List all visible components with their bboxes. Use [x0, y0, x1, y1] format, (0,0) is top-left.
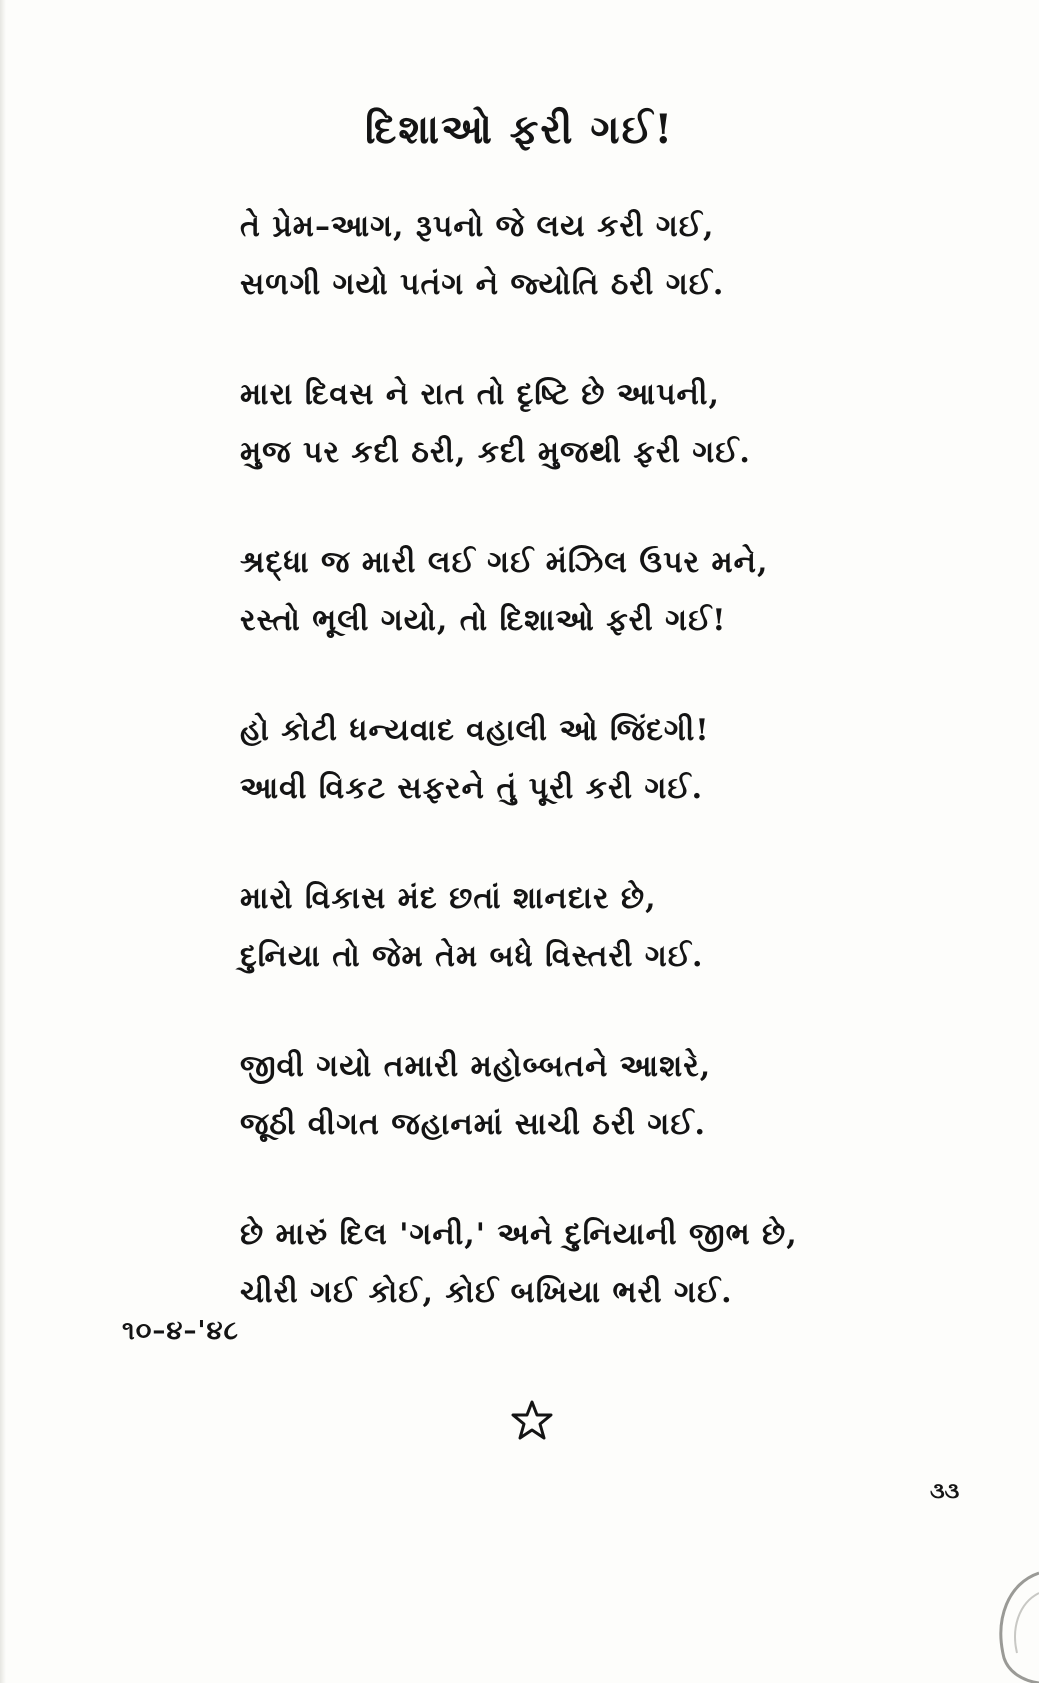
- poem-line: ચીરી ગઈ કોઈ, કોઈ બખિયા ભરી ગઈ.: [240, 1275, 733, 1310]
- poem-line: મુજ પર કદી ઠરી, કદી મુજથી ફરી ગઈ.: [240, 435, 751, 470]
- page-curl: [979, 1563, 1039, 1683]
- poem-line: રસ્તો ભૂલી ગયો, તો દિશાઓ ફરી ગઈ!: [240, 603, 727, 638]
- poem-title: દિશાઓ ફરી ગઈ!: [364, 106, 675, 153]
- poem-line: જીવી ગયો તમારી મહોબ્બતને આશરે,: [240, 1049, 712, 1084]
- page-number: ૩૩: [930, 1478, 960, 1504]
- poem-line: દુનિયા તો જેમ તેમ બધે વિસ્તરી ગઈ.: [240, 939, 704, 974]
- poem-line: મારા દિવસ ને રાત તો દૃષ્ટિ છે આપની,: [240, 377, 720, 412]
- star-outline-icon: [510, 1398, 554, 1442]
- stanza: [240, 702, 800, 818]
- stanza: [240, 870, 800, 986]
- poem-line: મારો વિકાસ મંદ છતાં શાનદાર છે,: [240, 881, 657, 916]
- stanza: [240, 534, 800, 650]
- poem-line: સળગી ગયો પતંગ ને જ્યોતિ ઠરી ગઈ.: [240, 267, 725, 302]
- poem-line: તે પ્રેમ–આગ, રૂપનો જે લય કરી ગઈ,: [240, 209, 715, 244]
- poem-body: [240, 198, 800, 1374]
- poem-line: શ્રદ્ધા જ મારી લઈ ગઈ મંઝિલ ઉપર મને,: [240, 545, 769, 580]
- poem-line: આવી વિકટ સફરને તું પૂરી કરી ગઈ.: [240, 771, 704, 806]
- poem-line: હો કોટી ધન્યવાદ વહાલી ઓ જિંદગી!: [240, 713, 710, 748]
- page-edge: [0, 0, 6, 1683]
- stanza: [240, 198, 800, 314]
- poem-date: ૧૦–૪–'૪૮: [122, 1316, 239, 1346]
- stanza: [240, 1206, 800, 1322]
- poem-line: છે મારું દિલ 'ગની,' અને દુનિયાની જીભ છે,: [240, 1217, 798, 1252]
- poem-line: જૂઠી વીગત જહાનમાં સાચી ઠરી ગઈ.: [240, 1107, 706, 1142]
- stanza: [240, 1038, 800, 1154]
- stanza: [240, 366, 800, 482]
